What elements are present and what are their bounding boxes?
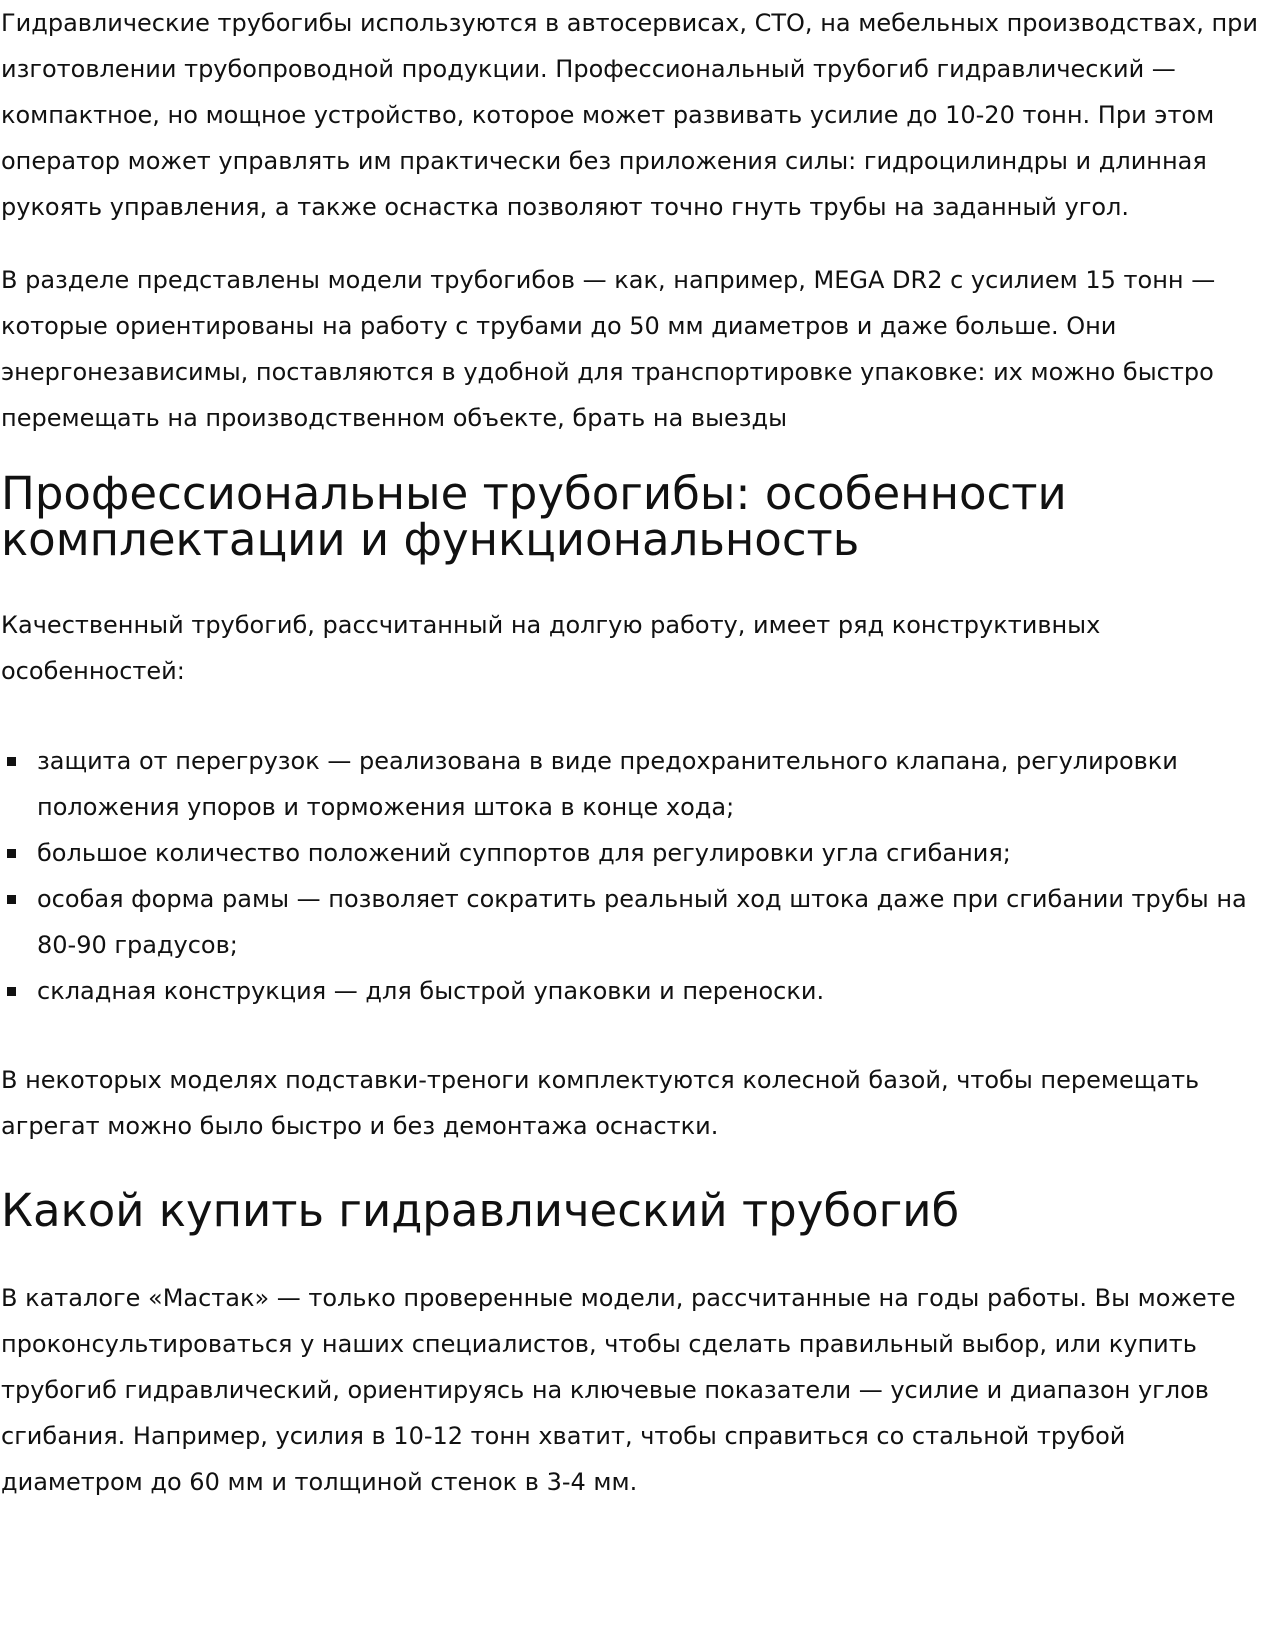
features-intro-paragraph: Качественный трубогиб, рассчитанный на долгую работу, имеет ряд конструктивных особенностей:: [1, 611, 1101, 685]
list-item-text: складная конструкция — для быстрой упаковки и переноски.: [37, 977, 825, 1005]
list-item-text: большое количество положений суппортов для регулировки угла сгибания;: [37, 839, 1011, 867]
stand-paragraph: В некоторых моделях подставки-треноги комплектуются колесной базой, чтобы перемещать агрегат можно было быстро и без демонтажа оснастки.: [1, 1066, 1200, 1140]
square-bullet-icon: [7, 849, 16, 858]
features-list: [1, 738, 1268, 1014]
buy-heading: Какой купить гидравлический трубогиб: [1, 1184, 960, 1237]
square-bullet-icon: [7, 987, 16, 996]
square-bullet-icon: [7, 757, 16, 766]
features-heading: Профессиональные трубогибы: особенности комплектации и функциональность: [1, 467, 1067, 566]
list-item: [1, 830, 1268, 876]
list-item-text: особая форма рамы — позволяет сократить реальный ход штока даже при сгибании трубы на 80-90 градусов;: [37, 885, 1247, 959]
list-item: [1, 876, 1268, 968]
models-paragraph: В разделе представлены модели трубогибов — как, например, MEGA DR2 с усилием 15 тонн — которые ориентированы на работу с трубами до 50 мм диаметров и даже больше. Они энергонезависимы, поставляются в удобной для транспортировке упаковке: их можно быстро перемещать на производственном объекте, брать на выезды: [1, 266, 1216, 432]
list-item: [1, 968, 1268, 1014]
square-bullet-icon: [7, 895, 16, 904]
intro-paragraph: Гидравлические трубогибы используются в автосервисах, СТО, на мебельных производствах, при изготовлении трубопроводной продукции. Профессиональный трубогиб гидравлический — компактное, но мощное устройство, которое может развивать усилие до 10-20 тонн. При этом оператор может управлять им практически без приложения силы: гидроцилиндры и длинная рукоять управления, а также оснастка позволяют точно гнуть трубы на заданный угол.: [1, 9, 1259, 221]
list-item-text: защита от перегрузок — реализована в виде предохранительного клапана, регулировки положения упоров и торможения штока в конце хода;: [37, 747, 1178, 821]
list-item: [1, 738, 1268, 830]
catalog-paragraph: В каталоге «Мастак» — только проверенные модели, рассчитанные на годы работы. Вы можете проконсультироваться у наших специалистов, чтобы сделать правильный выбор, или купить трубогиб гидравлический, ориентируясь на ключевые показатели — усилие и диапазон углов сгибания. Например, усилия в 10-12 тонн хватит, чтобы справиться со стальной трубой диаметром до 60 мм и толщиной стенок в 3-4 мм.: [1, 1284, 1236, 1496]
